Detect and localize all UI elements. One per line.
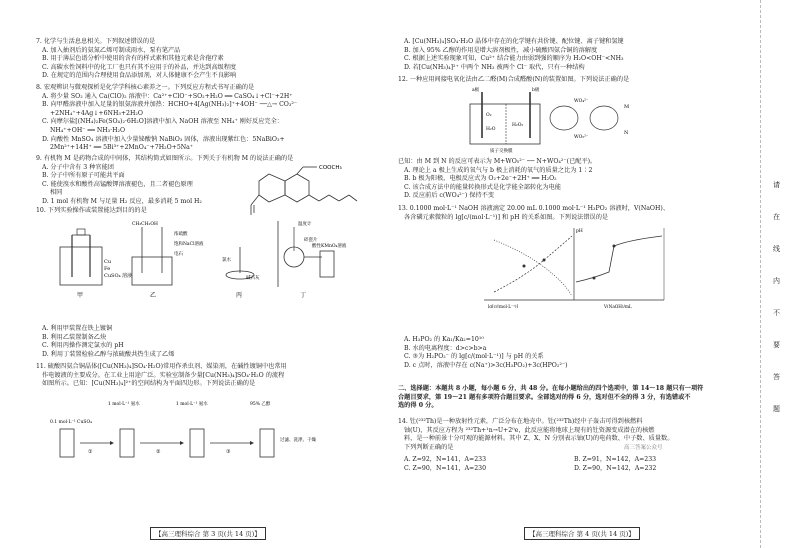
right-footer: 【高三理科综合 第 4 页(共 14 页)】 bbox=[524, 527, 640, 540]
point-d bbox=[613, 245, 616, 248]
q12-option-d: D. 反应前后 c(WO₄²⁻) 保持不变 bbox=[404, 192, 495, 200]
label-ph-paper: 碱石灰 bbox=[246, 276, 260, 281]
question-10-options bbox=[36, 325, 174, 359]
label-cuso4: CuSO₄ 溶液 bbox=[104, 273, 133, 279]
q10-option-d: D. 利用丁装置检验乙醇与浓硫酸共热生成了乙烯 bbox=[42, 350, 175, 358]
q8-option-c-cont: NH₄⁺+OH⁻ ══ NH₃·H₂O bbox=[50, 126, 126, 134]
q14-option-d: D. Z=90，N=142，A=232 bbox=[574, 464, 657, 472]
section-2-line-1: 二、选择题：本题共 8 小题，每小题 6 分，共 48 分。在每小题给出的四个选项中，第 14～18 题只有一项符 bbox=[398, 385, 704, 392]
watermark: 高三答案公众号 bbox=[624, 445, 663, 451]
label-n: N bbox=[624, 130, 629, 136]
label-wo5: WO₅²⁻ bbox=[574, 135, 589, 140]
q11-line-1: 作电镀液的主要成分。在工业上用途广泛。实验室制备少量[Cu(NH₃)₄]SO₄·H₂O 的流程 bbox=[42, 371, 285, 379]
question-10-stem bbox=[36, 207, 147, 216]
label-a-electrode: a极 bbox=[472, 88, 480, 93]
flow-filter: 过滤、洗涤、干燥 bbox=[280, 438, 316, 443]
q14-line-3: 料，是一种前景十分可观的能源材料。其中 Z、X、N 分别表示铀(U)的电荷数、中子数、质量数。 bbox=[404, 435, 674, 443]
q9-option-c: C. 能使溴水和酸性高锰酸钾溶液褪色，且二者褪色原理 bbox=[42, 180, 193, 188]
label-cu: Cu bbox=[104, 259, 112, 265]
q9-stem: 9. 有机物 M 是药物合成的中间体，其结构简式如图所示。下列关于有机物 M 的说法正确的是 bbox=[36, 155, 294, 162]
q13-option-d: D. c 点时，溶液中存在 c(Na⁺)>3c(H₃PO₂)+3c(HPO₂²⁻) bbox=[404, 361, 568, 369]
q7-option-a: A. 加入抽剂后的氨氮乙烯可制成雨水，泵有笔产品 bbox=[42, 46, 181, 54]
flow-step-2: ② bbox=[156, 449, 161, 455]
question-13-stem bbox=[398, 205, 669, 222]
label-thermometer: 温度计 bbox=[298, 222, 312, 227]
label-chlorine-water: 氯水 bbox=[222, 258, 231, 263]
q14-options bbox=[404, 456, 744, 473]
q9-option-d: D. 1 mol 有机物 M 与足量 H₂ 反应，最多消耗 5 mol H₂ bbox=[42, 197, 202, 205]
label-h2o2: H₂O₂ bbox=[512, 123, 524, 128]
label-porcelain: 碎瓷片 bbox=[304, 238, 318, 243]
q12-option-c: C. 该合成方法中的能量转换形式是化学能全部转化为电能 bbox=[404, 183, 561, 191]
q14-row-1 bbox=[404, 456, 744, 465]
question-11-options bbox=[398, 38, 624, 72]
side-char-7: 答 bbox=[773, 373, 780, 381]
question-12-stem bbox=[398, 76, 629, 85]
label-kmno4: 酸性KMnO₄溶液 bbox=[312, 244, 347, 249]
side-char-6: 要 bbox=[773, 341, 780, 349]
q10-option-c: C. 利用丙操作测定氯水的 pH bbox=[42, 342, 124, 350]
flow-ammonia-2: 1 mol·L⁻¹ 氨水 bbox=[176, 402, 208, 407]
q14-option-a: A. Z=92，N=141，A=233 bbox=[404, 456, 487, 463]
q14-line-2: 铀(U)，其反应方程为 ²³²Th+¹n→U+2⁰e，此反应能将地球上现有的钍资源变成潜在的核燃 bbox=[404, 426, 655, 434]
side-char-8: 题 bbox=[773, 405, 780, 413]
q8-option-a: A. 将少量 SO₂ 通入 Ca(ClO)₂ 溶液中：Ca²⁺+ClO⁻+SO₂+H₂O ══ CaSO₄↓+Cl⁻+2H⁺ bbox=[42, 92, 293, 100]
left-page bbox=[0, 0, 392, 548]
point-c bbox=[593, 277, 596, 280]
question-12-options bbox=[398, 158, 596, 201]
q7-option-d: D. 在规定的范围内合理使用食品添加剂，对人体健康不会产生不良影响 bbox=[42, 72, 237, 80]
q11-option-a: A. [Cu(NH₃)₄]SO₄·H₂O 晶体中存在的化学键有共价键、配位键、离子键和氢键 bbox=[404, 38, 624, 45]
label-o2: O₂ bbox=[486, 113, 492, 118]
q9-option-b: B. 分子中所有原子可能共平面 bbox=[42, 172, 125, 180]
label-calcium-carbide: 电石 bbox=[174, 252, 183, 257]
q8-stem: 8. 宏观辨识与微观探析是化学学科核心素养之一。下列反应方程式书写正确的是 bbox=[36, 84, 255, 91]
q7-option-c: C. 高碳水性饲料中的化工厂也只有其不应用于的补品，并达到高级程度 bbox=[42, 63, 237, 71]
side-char-1: 请 bbox=[773, 181, 780, 189]
q11-option-c: C. 根据上述实验现象可知，Cu²⁺ 结合能力由弱到强的顺序为 H₂O<OH⁻<NH₃ bbox=[404, 55, 624, 63]
label-conc-h2so4: 浓硫酸 bbox=[174, 232, 188, 237]
q11-line-2: 如图所示。已知：[Cu(NH₃)₄]²⁺的空间结构为平面四边形。下列说法正确的是 bbox=[42, 380, 256, 388]
axis-vnaoh: V(NaOH)/mL bbox=[604, 304, 632, 308]
q13-stem-2: 各含磷元素微粒的 lg[c/(mol·L⁻¹)] 和 pH 的关系如图。下列说法错误的是 bbox=[404, 213, 609, 221]
q13-option-b: B. 水的电离程度：d>c>b>a bbox=[404, 344, 487, 352]
label-fe: Fe bbox=[104, 266, 111, 272]
q13-option-a: A. H₃PO₂ 的 Ka₁/Ka₂=10¹⁰ bbox=[404, 336, 484, 343]
label-b-electrode: b极 bbox=[532, 88, 540, 93]
panel-label-jia: 甲 bbox=[77, 292, 84, 299]
q12-note: 已知：由 M 到 N 的反应可表示为 M+WO₅²⁻ ── N+WO₄²⁻(已配平)。 bbox=[398, 158, 597, 165]
point-a bbox=[523, 265, 526, 268]
molecule-m-structure bbox=[245, 163, 365, 225]
point-b bbox=[543, 259, 546, 262]
left-footer: 【高三理科综合 第 3 页(共 14 页)】 bbox=[150, 527, 266, 540]
question-13-options bbox=[398, 336, 568, 370]
q12-option-b: B. b 极为阳极，电极反应式为 O₂+2e⁻+2H⁺ ══ H₂O₂ bbox=[404, 175, 557, 183]
question-7 bbox=[36, 38, 236, 81]
curve-2 bbox=[494, 240, 572, 296]
side-char-2: 在 bbox=[773, 213, 780, 221]
side-char-4: 内 bbox=[773, 277, 780, 285]
question-8 bbox=[36, 84, 297, 153]
q8-option-b: B. 向甲醛溶液中加入足量的银氨溶液并加热：HCHO+4[Ag(NH₃)₂]⁺+4OH⁻ ──△→ CO₃²⁻ bbox=[42, 101, 298, 109]
panel-label-ding: 丁 bbox=[300, 292, 307, 299]
q8-option-d-cont: 2Mn²⁺+14H⁺ ══ 5Bi³⁺+2MnO₄⁻+7H₂O+5Na⁺ bbox=[50, 144, 194, 152]
q12-electrolysis-figure bbox=[454, 86, 684, 154]
section-2-line-2: 合题目要求，第 19～21 题有多项符合题目要求。全部选对的得 6 分，选对但不全的得 3 分，有选错或不 bbox=[398, 393, 691, 401]
q10-apparatus-figure bbox=[50, 217, 350, 307]
q7-stem: 7. 化学与生活息息相关。下列叙述错误的是 bbox=[36, 38, 156, 45]
label-ethanol: CH₃CH₂OH bbox=[132, 222, 158, 227]
q10-option-a: A. 利用甲装置在铁上镀铜 bbox=[42, 325, 113, 332]
q12-stem: 12. 一种应用间接电氧化法由乙二醛(M)合成醛酸(N)的装置如图。下列说法正确的是 bbox=[398, 76, 630, 83]
q13-titration-chart bbox=[464, 222, 684, 308]
flow-step-1: ① bbox=[88, 449, 93, 455]
q11-flow-diagram bbox=[50, 393, 340, 473]
question-11 bbox=[36, 363, 287, 389]
q13-option-c: C. ③为 H₂PO₂⁻ 的 lg[c/(mol·L⁻¹)] 与 pH 的关系 bbox=[404, 353, 544, 361]
label-nacl: 饱和NaCl溶液 bbox=[174, 242, 204, 247]
flow-step-3: ③ bbox=[226, 449, 231, 455]
q14-row-2 bbox=[404, 465, 744, 474]
q8-option-b-cont: +2NH₄⁺+4Ag↓+6NH₃+2H₂O bbox=[50, 109, 143, 117]
q14-option-b: B. Z=91，N=142，A=233 bbox=[574, 456, 657, 463]
label-h2o: H₂O bbox=[486, 127, 496, 132]
section-2-line-3: 选的得 0 分。 bbox=[398, 402, 438, 410]
curve-ph bbox=[576, 236, 662, 282]
panel-label-bing: 丙 bbox=[236, 292, 243, 299]
structure-coome-label: COOCH₃ bbox=[319, 165, 342, 171]
label-membrane: 质子交换膜 bbox=[490, 149, 513, 154]
label-m: M bbox=[624, 104, 630, 110]
flow-ethanol: 95% 乙醇 bbox=[250, 402, 271, 407]
q9-option-a: A. 分子中含有 3 种官能团 bbox=[42, 163, 114, 171]
q13-stem: 13. 0.1000 mol·L⁻¹ NaOH 溶液滴定 20.00 mL 0.1000 mol·L⁻¹ H₃PO₂ 溶液时，V(NaOH)、 bbox=[398, 205, 670, 212]
panel-label-yi: 乙 bbox=[150, 292, 157, 299]
flow-ammonia-1: 1 mol·L⁻¹ 氨水 bbox=[108, 402, 140, 407]
q14-line-1: 14. 钍(²³²Th)是一种放射性元素，广泛分布在地壳中。钍(²³²Th)经中子轰击可得到核燃料 bbox=[398, 418, 643, 425]
curve-1 bbox=[494, 236, 572, 292]
q14-option-c: C. Z=90，N=141，A=230 bbox=[404, 464, 487, 472]
q14-line-4: 下列判断正确的是 bbox=[404, 443, 454, 451]
q7-option-b: B. 用于薄层色谱分析中使用的含有的样式素和其他元素是含孢疗素 bbox=[42, 55, 224, 63]
q11-option-d: D. 若[Cu(NH₃)₄]²⁺ 中两个 NH₃ 被两个 Cl⁻ 取代，只有一种结构 bbox=[404, 63, 585, 71]
axis-lgc: lg[c/(mol·L⁻¹)] bbox=[488, 304, 519, 308]
q12-option-a: A. 理论上 a 极上生成的氧气与 b 极上消耗的氧气的质量之比为 1∶2 bbox=[404, 166, 593, 174]
q11-option-b: B. 加入 95% 乙醇的作用是增大溶剂极性，减小硫酸四氨合铜的溶解度 bbox=[404, 46, 598, 54]
q8-option-c: C. 向摩尔盐[(NH₄)₂Fe(SO₄)₂·6H₂O]溶液中加入 NaOH 溶液至 NH₄⁺ 刚好反应完全： bbox=[42, 118, 283, 126]
q9-option-c-cont: 相同 bbox=[50, 189, 63, 197]
side-char-3: 线 bbox=[773, 245, 780, 253]
binding-sidebar bbox=[760, 0, 794, 548]
right-page bbox=[394, 0, 758, 548]
section-2-instructions bbox=[398, 385, 703, 411]
axis-ph: pH bbox=[576, 229, 583, 234]
flow-cuso4: 0.1 mol·L⁻¹ CuSO₄ bbox=[50, 420, 92, 425]
q10-option-b: B. 利用乙装置制备乙炔 bbox=[42, 333, 107, 341]
q11-stem: 11. 硫酸四氨合铜晶体([Cu(NH₃)₄]SO₄·H₂O)常用作杀虫剂、媒染剂，在碱性镀铜中也常用 bbox=[36, 363, 287, 370]
q8-option-d: D. 向酸性 MnSO₄ 溶液中加入少量铋酸钠 NaBiO₃ 固体，溶液出现紫红色：5NaBiO₃+ bbox=[42, 135, 285, 143]
q10-stem: 10. 下列实验操作或装置能达到目的的是 bbox=[36, 207, 147, 214]
label-wo4: WO₄²⁻ bbox=[574, 99, 589, 104]
side-char-5: 不 bbox=[773, 309, 780, 317]
